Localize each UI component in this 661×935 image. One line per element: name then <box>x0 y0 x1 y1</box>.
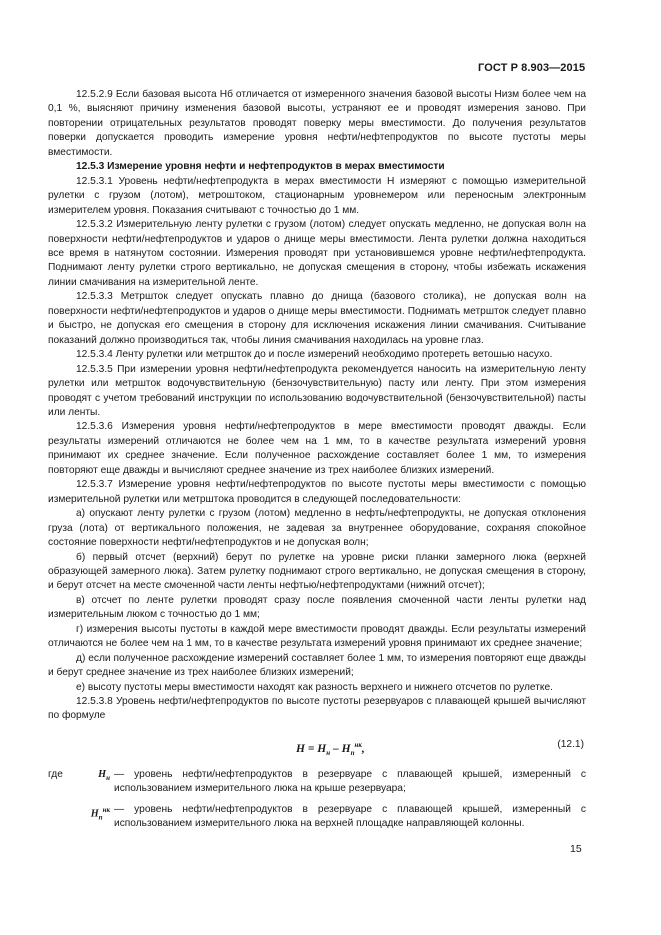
list-item-e: е) высоту пустоты меры вместимости находят как разность верхнего и нижнего отсчетов по рулетке. <box>76 681 553 693</box>
list-item-a: а) опускают ленту рулетки с грузом (лотом) медленно в нефть/нефтепродукты, не допуская отклонения груза (лота) от вертикального положения, не задевая за внутреннее оборудование, сохраняя спокойное состояние поверхности нефти/нефтепродуктов и не допуская волн; <box>48 508 586 549</box>
legend-item-hp <box>48 803 586 832</box>
formula-row <box>48 732 586 762</box>
legend-text-hn: — уровень нефти/нефтепродуктов в резервуаре с плавающей крышей, измеренный с использованием измерительного люка на крыше резервуара; <box>114 768 586 795</box>
page-number: 15 <box>570 843 582 855</box>
paragraph-12-5-3-7: 12.5.3.7 Измерение уровня нефти/нефтепродуктов по высоте пустоты меры вместимости с помощью измерительной рулетки или метрштока проводится в следующей последовательности: <box>48 479 586 505</box>
paragraph-12-5-3-5: 12.5.3.5 При измерении уровня нефти/нефтепродукта рекомендуется наносить на измерительную ленту рулетки или метршток водочувствительную (бензочувствительную) пасту или ленту. При этом измерения проводят с учетом требований инструкции по использованию водочувствительной (бензочувствительной) пасты или ленты. <box>48 363 586 418</box>
paragraph-12-5-3-3: 12.5.3.3 Метршток следует опускать плавно до днища (базового столика), не допуская волн на поверхности нефти/нефтепродуктов и ударов о днище меры вместимости. Поднимать метршток следует плавно и быстро, не допуская его смещения в сторону для исключения искажения линии смачивания. Считывание показаний должно производиться так, чтобы линия смачивания находилась на уровне глаз. <box>48 291 586 346</box>
legend-item-hn <box>48 768 586 797</box>
paragraph-12-5-3-4: 12.5.3.4 Ленту рулетки или метршток до и после измерений необходимо протереть ветошью насухо. <box>76 349 553 361</box>
list-item-v: в) отсчет по ленте рулетки проводят сразу после появления смоченной части ленты рулетки над измерительным люком с точностью до 1 мм; <box>48 594 586 621</box>
legend-where-label: где <box>48 768 63 780</box>
legend-symbol-hp: $H_п^{нк}$ <box>90 805 110 822</box>
paragraph-12-5-3-2: 12.5.3.2 Измерительную ленту рулетки с грузом (лотом) следует опускать медленно, не допуская волн на поверхности нефти/нефтепродуктов и ударов о днище меры вместимости. Лента рулетки должна находиться все время в натянутом состоянии. Измерения проводят при установившемся уровне нефти/нефтепродукта. Поднимают ленту рулетки строго вертикально, не допуская смещения в сторону, чтобы избежать искажения линии смачивания на измерительной ленте. <box>48 219 586 288</box>
list-item-d: д) если полученное расхождение измерений составляет более 1 мм, то измерения повторяют еще дважды и берут среднее значение из трех наиболее близких измерений; <box>48 652 586 679</box>
paragraph-12-5-3-1: 12.5.3.1 Уровень нефти/нефтепродукта в мерах вместимости H измеряют с помощью измерительной рулетки с грузом (лотом), метроштоком, стационарным уровнемером или переносным электронным измерителем уровня. Показания считывают с точностью до 1 мм. <box>48 175 586 216</box>
paragraph-12-5-3-8: 12.5.3.8 Уровень нефти/нефтепродуктов по высоте пустоты резервуаров с плавающей крышей вычисляют по формуле <box>48 696 586 722</box>
legend-symbol-hn: $H_н$ <box>98 768 110 782</box>
list-item-g: г) измерения высоты пустоты в каждой мере вместимости проводят дважды. Если результаты измерений отличаются не более чем на 1 мм, то в качестве результата измерений уровня принимают их среднее значение; <box>48 623 586 650</box>
legend-text-hp: — уровень нефти/нефтепродуктов в резервуаре с плавающей крышей, измеренный с использованием измерительного люка на верхней площадке направляющей колонны. <box>114 803 586 830</box>
paragraph-12-5-3-6: 12.5.3.6 Измерения уровня нефти/нефтепродуктов в мере вместимости проводят дважды. Если результаты измерений отличаются не более чем на 1 мм, то в качестве результата измерений уровня принимают их среднее значение. Если полученное расхождение составляет более 1 мм, то измерения повторяют еще дважды и вычисляют среднее значение из трех наиболее близких измерений. <box>48 421 586 476</box>
paragraph-12-5-2-9: 12.5.2.9 Если базовая высота Hб отличается от измеренного значения базовой высоты Hизм более чем на 0,1 %, выясняют причину изменения базовой высоты, устраняют ее и проводят измерения заново. При повторении отрицательных результатов проводят поверку меры вместимости. До получения результатов поверки допускается проводить измерение уровня нефти/нефтепродуктов по высоте пустоты меры вместимости. <box>48 89 586 158</box>
list-item-b: б) первый отсчет (верхний) берут по рулетке на уровне риски планки замерного люка (верхней образующей замерного люка). Затем рулетку поднимают строго вертикально, не допуская смещения в сторону, и берут отсчет на месте смоченной части ленты нефтью/нефтепродуктами (нижний отсчет); <box>48 551 586 592</box>
formula-12-1: $H = H_н - H_п^{нк}$, <box>296 740 365 758</box>
standard-header: ГОСТ Р 8.903—2015 <box>478 62 586 74</box>
section-heading-12-5-3: 12.5.3 Измерение уровня нефти и нефтепродуктов в мерах вместимости <box>76 161 445 173</box>
body-text <box>48 88 586 832</box>
equation-number: (12.1) <box>557 738 584 750</box>
